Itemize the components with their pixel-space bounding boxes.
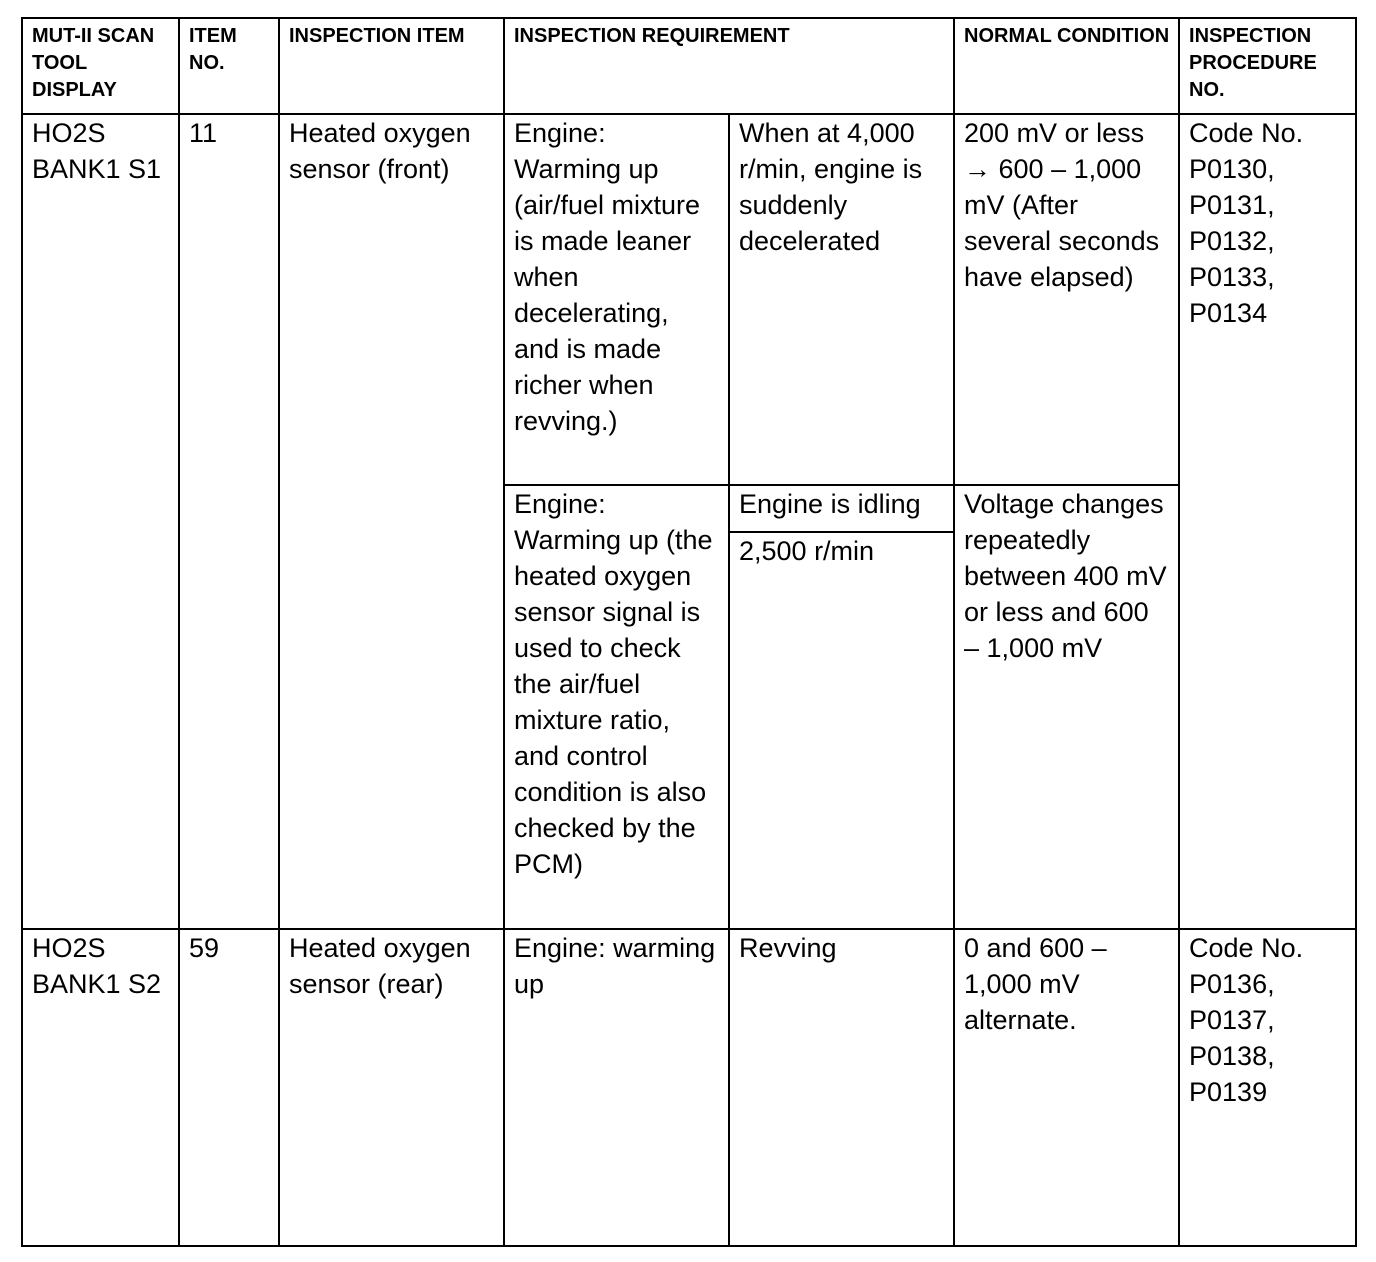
normal-condition-cell: 0 and 600 – 1,000 mV alternate.	[954, 929, 1179, 1246]
header-inspection-item: INSPECTION ITEM	[279, 18, 504, 114]
item-no-cell: 59	[179, 929, 279, 1246]
table-row	[22, 929, 1356, 1246]
requirement-cell: Engine: Warming up (air/fuel mixture is made leaner when decelerating, and is made richer when revving.)	[504, 114, 729, 485]
scan-display-cell: HO2S BANK1 S2	[22, 929, 179, 1246]
condition-state-cell: Engine is idling	[729, 485, 954, 532]
table-row	[22, 114, 1356, 485]
header-normal-condition: NORMAL CONDITION	[954, 18, 1179, 114]
header-inspection-requirement: INSPECTION REQUIREMENT	[504, 18, 954, 114]
procedure-no-cell: Code No. P0130, P0131, P0132, P0133, P0134	[1179, 114, 1356, 929]
header-item-no: ITEM NO.	[179, 18, 279, 114]
condition-state-cell: Revving	[729, 929, 954, 1246]
requirement-cell: Engine: warming up	[504, 929, 729, 1246]
item-no-cell: 11	[179, 114, 279, 929]
header-scan-display: MUT-II SCAN TOOL DISPLAY	[22, 18, 179, 114]
normal-condition-cell: 200 mV or less → 600 – 1,000 mV (After several seconds have elapsed)	[954, 114, 1179, 485]
procedure-no-cell: Code No. P0136, P0137, P0138, P0139	[1179, 929, 1356, 1246]
inspection-item-cell: Heated oxygen sensor (rear)	[279, 929, 504, 1246]
condition-state-cell: 2,500 r/min	[729, 532, 954, 929]
condition-state-cell: When at 4,000 r/min, engine is suddenly decelerated	[729, 114, 954, 485]
requirement-cell: Engine: Warming up (the heated oxygen sensor signal is used to check the air/fuel mixture ratio, and control condition is also checked by the PCM)	[504, 485, 729, 929]
scan-display-cell: HO2S BANK1 S1	[22, 114, 179, 929]
inspection-item-cell: Heated oxygen sensor (front)	[279, 114, 504, 929]
header-row	[22, 18, 1356, 114]
inspection-table	[21, 17, 1357, 1247]
normal-condition-cell: Voltage changes repeatedly between 400 mV or less and 600 – 1,000 mV	[954, 485, 1179, 929]
header-procedure-no: INSPECTION PROCEDURE NO.	[1179, 18, 1356, 114]
